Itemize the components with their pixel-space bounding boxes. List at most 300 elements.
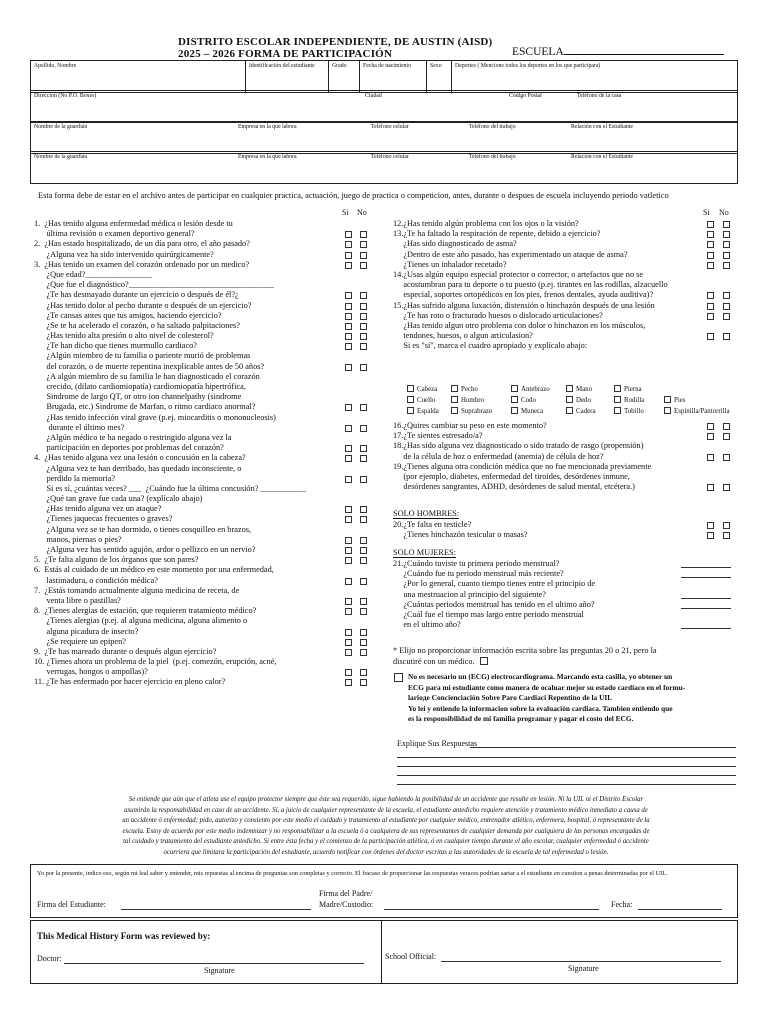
- right-row: [393, 301, 738, 311]
- right-question-text: 19.¿Tienes alguna otra condición médica que no fue mencionada previamente: [393, 461, 652, 471]
- body-part-option[interactable]: [451, 407, 492, 415]
- left-si-checkbox[interactable]: [345, 252, 352, 259]
- ecg-checkbox[interactable]: [394, 673, 403, 682]
- body-part-checkbox[interactable]: [451, 407, 458, 414]
- parent-signature-label-1: Firma del Padre/: [319, 889, 373, 898]
- right-row: [393, 482, 738, 492]
- right-question-text: de la célula de hoz o enfermedad (anemia) de célula de hoz?: [393, 451, 604, 461]
- ecg-line-3: larioде Concienciación Sobre Paro Cardiaci Repentino de la UIL: [408, 693, 613, 702]
- left-question-text: 6. Estás al cuidado de un médico en este momento por una enfermedad,: [34, 565, 274, 575]
- student-signature-line[interactable]: [121, 909, 311, 910]
- left-question-text: ¿Has tenido dolor al pecho durante o después de un ejercicio?: [34, 300, 252, 310]
- left-si-checkbox[interactable]: [345, 364, 352, 371]
- left-si-checkbox[interactable]: [345, 516, 352, 523]
- left-question-text: perdido la memoria?: [34, 473, 116, 483]
- left-question-text: ¿Se te ha acelerado el corazón, o ha saltado palpitaciones?: [34, 320, 240, 330]
- left-no-checkbox[interactable]: [360, 323, 367, 330]
- mujeres-row: [393, 579, 738, 589]
- ecg-line-5: es la responsibilidad de mi familia programar y pagar el costo del ECG.: [408, 714, 634, 723]
- left-row: [34, 321, 376, 331]
- body-part-option[interactable]: [664, 396, 686, 404]
- signature-box: [30, 864, 738, 918]
- school-official-label: School Official:: [385, 952, 437, 961]
- disclaimer-line-3: un accidente ó enfermedad; pido, autorizo y consiento por este medio el cuidado y tratamiento al estudiante por cualquier médico, entrenador atlético, enfermera, hospital, ó representante de la: [122, 817, 650, 824]
- right-row: [393, 290, 738, 300]
- left-row: [34, 270, 376, 280]
- body-part-option[interactable]: [511, 407, 543, 415]
- left-question-text: ¿Alguna vez ha sido intervenido quirúrgicamente?: [34, 249, 214, 259]
- right-question-text: 13.¿Te ha faltado la respiración de repente, debido a ejercicio?: [393, 229, 601, 239]
- left-row: [34, 413, 376, 423]
- right-no-checkbox[interactable]: [723, 484, 730, 491]
- left-si-checkbox[interactable]: [345, 303, 352, 310]
- left-row: [34, 514, 376, 524]
- right-row: [393, 219, 738, 229]
- body-part-label: Espinilla/Pantorrilla: [674, 408, 730, 415]
- right-row: [393, 311, 738, 321]
- left-no-checkbox[interactable]: [360, 649, 367, 656]
- hombres-no-checkbox[interactable]: [723, 532, 730, 539]
- body-part-checkbox[interactable]: [614, 385, 621, 392]
- right-si-checkbox[interactable]: [707, 333, 714, 340]
- left-si-checkbox[interactable]: [345, 323, 352, 330]
- right-no-checkbox[interactable]: [723, 292, 730, 299]
- right-si-checkbox[interactable]: [707, 221, 714, 228]
- escuela-label: ESCUELA: [512, 46, 564, 58]
- left-row: [34, 443, 376, 453]
- body-part-option[interactable]: [511, 385, 550, 393]
- guardian2-employer-field[interactable]: Empresa en la que labora: [235, 152, 368, 184]
- right-no-checkbox[interactable]: [723, 231, 730, 238]
- right-no-checkbox[interactable]: [723, 433, 730, 440]
- left-si-checkbox[interactable]: [345, 241, 352, 248]
- hombres-si-checkbox[interactable]: [707, 522, 714, 529]
- left-no-checkbox[interactable]: [360, 445, 367, 452]
- student-signature-label: Firma del Estudiante:: [37, 900, 106, 909]
- left-question-text: ¿Alguna vez has sentido agujón, ardor o pellizco en un nervio?: [34, 545, 256, 554]
- body-part-label: Mano: [576, 386, 593, 393]
- body-part-label: Hombro: [461, 397, 484, 404]
- left-row: [34, 433, 376, 443]
- parent-signature-line[interactable]: [384, 909, 599, 910]
- left-question-text: ¿Te cansas antes que tus amigos, haciendo ejercicio?: [34, 310, 222, 320]
- school-official-caption: Signature: [568, 964, 599, 973]
- right-row: [393, 331, 738, 341]
- left-question-text: ¿Algún médico te ha negado o restringido alguna vez la: [34, 432, 232, 442]
- left-row: [34, 382, 376, 392]
- left-row: [34, 647, 376, 657]
- ecg-note: [408, 672, 685, 725]
- left-no-checkbox[interactable]: [360, 252, 367, 259]
- left-question-text: 7. ¿Estás tomando actualmente alguna medicina de receta, de: [34, 585, 240, 595]
- right-question-text: Si es "sí", marca el cuadro apropiado y explícalo abajo:: [393, 341, 588, 351]
- body-part-checkbox[interactable]: [664, 407, 671, 414]
- right-si-checkbox[interactable]: [707, 231, 714, 238]
- hombres-question-text: ¿Tienes hinchazón tesicular o masas?: [393, 530, 528, 540]
- left-no-checkbox[interactable]: [360, 333, 367, 340]
- left-row: [34, 667, 376, 677]
- right-question-text: tendones, huesos, o algun articulasion?: [393, 331, 533, 341]
- left-row: [34, 494, 376, 504]
- address-field[interactable]: Dirección (No P.O. Boxes): [31, 91, 363, 123]
- right-no-checkbox[interactable]: [723, 423, 730, 430]
- left-no-checkbox[interactable]: [360, 557, 367, 564]
- body-part-option[interactable]: [614, 407, 644, 415]
- right-question-text: ¿Te has roto o fracturado huesos o dislocado articulaciones?: [393, 310, 603, 320]
- body-part-label: Cabeza: [417, 386, 438, 393]
- left-question-text: ¿Has tenido infección viral grave (p.ej. miocarditis o mononucleosis): [34, 412, 276, 422]
- body-part-option[interactable]: [566, 396, 591, 404]
- body-part-checkbox[interactable]: [511, 396, 518, 403]
- left-no-checkbox[interactable]: [360, 639, 367, 646]
- body-part-checkbox[interactable]: [566, 407, 573, 414]
- left-question-text: crecido, (dilato cardiomiopatía) cardiomiopatía hipertrófica,: [34, 382, 246, 391]
- body-part-option[interactable]: [566, 407, 596, 415]
- left-question-text: ¿Tienes alergias (p.ej. al alguna medicina, alguna alimento o: [34, 616, 248, 626]
- body-part-label: Espalda: [417, 408, 439, 415]
- body-part-checkbox[interactable]: [451, 396, 458, 403]
- intro-text: Esta forma debe de estar en el archivo antes de participar en cualquier practica, actuación, juego de practica o competicion, antes, durante o despues de escuela incluyendo periodo vatletico: [38, 191, 669, 200]
- escuela-field[interactable]: [512, 44, 724, 58]
- body-part-checkbox[interactable]: [664, 396, 671, 403]
- right-si-header: Si: [703, 208, 710, 217]
- guardian-work-phone-field[interactable]: Teléfono del trabajo: [466, 122, 568, 154]
- right-no-checkbox[interactable]: [723, 262, 730, 269]
- mujeres-row: [393, 600, 738, 610]
- left-no-checkbox[interactable]: [360, 313, 367, 320]
- hombres-row: [393, 520, 738, 530]
- mujeres-answer-line[interactable]: [681, 598, 731, 599]
- hombres-si-checkbox[interactable]: [707, 532, 714, 539]
- body-part-checkbox[interactable]: [511, 407, 518, 414]
- left-question-text: ¿Has tenido alguna vez un ataque?: [34, 504, 162, 514]
- left-question-text: alguna picadura de insecto?: [34, 626, 139, 636]
- guardian2-name-field[interactable]: Nombre de la guardián: [31, 152, 236, 184]
- guardian2-work-phone-field[interactable]: Teléfono del trabajo: [466, 152, 568, 184]
- left-row: [34, 657, 376, 667]
- left-si-checkbox[interactable]: [345, 404, 352, 411]
- elijo-checkbox[interactable]: [480, 657, 488, 665]
- left-no-checkbox[interactable]: [360, 537, 367, 544]
- left-row: [34, 555, 376, 565]
- body-part-checkbox[interactable]: [407, 407, 414, 414]
- left-no-checkbox[interactable]: [360, 608, 367, 615]
- left-si-checkbox[interactable]: [345, 476, 352, 483]
- guardian-employer-field[interactable]: Empresa en la que labora: [235, 122, 368, 154]
- left-si-checkbox[interactable]: [345, 262, 352, 269]
- left-row: [34, 311, 376, 321]
- left-si-checkbox[interactable]: [345, 578, 352, 585]
- left-no-checkbox[interactable]: [360, 669, 367, 676]
- right-si-checkbox[interactable]: [707, 252, 714, 259]
- guardian-cell-field[interactable]: Teléfono celular: [368, 122, 466, 154]
- left-no-header: No: [357, 208, 367, 217]
- elijo-note: [393, 645, 657, 667]
- left-question-text: ¿Alguna vez se te han dormido, o tienes cosquilleo en brazos,: [34, 524, 252, 534]
- date-line[interactable]: [638, 909, 722, 910]
- left-row: [34, 301, 376, 311]
- right-no-checkbox[interactable]: [723, 252, 730, 259]
- left-question-text: última revisión o examen deportivo general?: [34, 229, 195, 239]
- city-field[interactable]: Ciudad: [362, 91, 506, 123]
- right-no-checkbox[interactable]: [723, 241, 730, 248]
- mujeres-question-text: 21.¿Cuándo tuviste tu primera periodo menstrual?: [393, 559, 560, 568]
- body-part-label: Pierna: [624, 386, 642, 393]
- right-si-checkbox[interactable]: [707, 484, 714, 491]
- solo-mujeres-title: SOLO MUJERES:: [393, 548, 456, 557]
- right-question-text: ¿Tienes un inhalador recetado?: [393, 259, 507, 269]
- ecg-line-1: No es necesario un (ECG) electrocardiograma. Marcando esta casilla, yo obtener un: [408, 672, 673, 681]
- left-si-checkbox[interactable]: [345, 679, 352, 686]
- disclaimer-line-1: Se entiende que aún que el atleta use el equipo protector siempre que éste sea requerido, sigue habiendo la posibilidad de un accidente que resulte en lesión. Ni la UIL ni el Distrito Escolar: [128, 796, 644, 803]
- left-row: [34, 290, 376, 300]
- guardian-relation-field[interactable]: Relación con el Estudiante: [568, 122, 738, 154]
- left-question-text: participación en deportes por problemas del corazón?: [34, 443, 224, 453]
- left-question-text: Brugada, etc.) Sindrome de Marfan, o ritmo cardiaco anormal?: [34, 402, 256, 412]
- hombres-row: [393, 530, 738, 540]
- body-part-checkbox[interactable]: [614, 407, 621, 414]
- mujeres-row: [393, 569, 738, 579]
- left-no-checkbox[interactable]: [360, 303, 367, 310]
- parent-signature-label-2: Madre/Custodio:: [319, 900, 374, 909]
- explique-line-3[interactable]: [397, 766, 736, 767]
- mujeres-question-text: ¿Cuál fue el tiempo mas largo entre periodo menstrual: [393, 609, 584, 619]
- left-si-checkbox[interactable]: [345, 455, 352, 462]
- right-row: [393, 421, 738, 431]
- right-si-checkbox[interactable]: [707, 313, 714, 320]
- zip-field[interactable]: Código Postal: [506, 91, 574, 123]
- body-part-label: Rodilla: [624, 397, 645, 404]
- right-no-checkbox[interactable]: [723, 303, 730, 310]
- right-question-text: (por ejemplo, diabetes, enfermedad del tiroides, desórdenes inmune,: [393, 471, 630, 481]
- left-si-checkbox[interactable]: [345, 231, 352, 238]
- left-row: [34, 453, 376, 463]
- body-part-option[interactable]: [407, 396, 435, 404]
- guardian-name-field[interactable]: Nombre de la guardián: [31, 122, 236, 154]
- left-si-checkbox[interactable]: [345, 649, 352, 656]
- left-question-text: ¿Tienes jaquecas frecuentes o graves?: [34, 514, 173, 524]
- left-question-column: [34, 219, 376, 688]
- mujeres-answer-line[interactable]: [681, 628, 731, 629]
- address-table: [30, 90, 738, 123]
- explique-line-2[interactable]: [397, 757, 736, 758]
- home-phone-field[interactable]: Teléfono de la casa: [574, 91, 738, 123]
- left-si-checkbox[interactable]: [345, 639, 352, 646]
- left-si-checkbox[interactable]: [345, 557, 352, 564]
- student-id-field[interactable]: Identificación del estudiante: [246, 61, 329, 93]
- mujeres-answer-line[interactable]: [681, 608, 731, 609]
- liability-disclaimer: [36, 795, 736, 858]
- grade-field[interactable]: Grado: [329, 61, 360, 93]
- left-si-checkbox[interactable]: [345, 333, 352, 340]
- left-question-text: 11. ¿Te has enfermado por hacer ejercicio en pleno calor?: [34, 677, 226, 687]
- left-question-text: venta libre o pastillas?: [34, 595, 121, 605]
- solo-mujeres-questions: [393, 559, 738, 630]
- left-si-checkbox[interactable]: [345, 445, 352, 452]
- explique-line-5[interactable]: [397, 784, 736, 785]
- body-part-checkbox[interactable]: [451, 385, 458, 392]
- right-row: [393, 270, 738, 280]
- disclaimer-line-2: asumirán la responsabilidad en caso de un accidente. Sí, a juicio de cualquier representante de la escuela, el estudiante antedicho requiere atención y tratamiento médico inmediato a causa de: [124, 806, 648, 814]
- elijo-line-2: discutiré con un médico.: [393, 657, 475, 666]
- right-no-checkbox[interactable]: [723, 454, 730, 461]
- left-row: [34, 565, 376, 575]
- left-row: [34, 576, 376, 586]
- left-question-text: 10. ¿Tienes ahora un problema de la piel (p.ej. comezón, erupción, acné,: [34, 657, 277, 667]
- guardian-table-2: [30, 151, 738, 184]
- left-si-checkbox[interactable]: [345, 537, 352, 544]
- body-part-option[interactable]: [614, 396, 644, 404]
- left-no-checkbox[interactable]: [360, 262, 367, 269]
- left-question-text: Sindrome de largo QT, or otro ion channelpathy (sindrome: [34, 392, 242, 402]
- right-question-text: ¿Has tenido algun otro problema con dolor o hinchazon en los músculos,: [393, 320, 646, 330]
- left-no-checkbox[interactable]: [360, 404, 367, 411]
- left-si-checkbox[interactable]: [345, 506, 352, 513]
- mujeres-answer-line[interactable]: [681, 567, 731, 568]
- right-question-text: especial, soportes ortopédicos en los pies, frenos dentales, ayuda auditiva)?: [393, 290, 654, 300]
- left-no-checkbox[interactable]: [360, 547, 367, 554]
- body-part-option[interactable]: [664, 407, 730, 415]
- right-no-checkbox[interactable]: [723, 333, 730, 340]
- body-part-checkbox[interactable]: [566, 396, 573, 403]
- left-row: [34, 484, 376, 494]
- right-row: [393, 462, 738, 472]
- guardian2-cell-field[interactable]: Teléfono celular: [368, 152, 466, 184]
- right-question-column-b: [393, 421, 738, 492]
- right-si-checkbox[interactable]: [707, 303, 714, 310]
- left-question-text: 1. ¿Has tenido alguna enfermedad médica o lesión desde tu: [34, 219, 233, 228]
- body-part-option[interactable]: [407, 385, 437, 393]
- left-no-checkbox[interactable]: [360, 476, 367, 483]
- left-no-checkbox[interactable]: [360, 578, 367, 585]
- school-official-line[interactable]: [441, 961, 721, 962]
- doctor-signature-line[interactable]: [64, 963, 364, 964]
- right-si-checkbox[interactable]: [707, 433, 714, 440]
- left-row: [34, 525, 376, 535]
- left-row: [34, 616, 376, 626]
- mujeres-answer-line[interactable]: [681, 577, 731, 578]
- left-no-checkbox[interactable]: [360, 343, 367, 350]
- body-part-label: Tobillo: [624, 408, 644, 415]
- left-question-text: Si es sí, ¿cuántas veces? ___ ¿Cuándo fue la última concusión? ___________: [34, 483, 307, 493]
- body-part-option[interactable]: [566, 385, 592, 393]
- body-part-checkbox[interactable]: [614, 396, 621, 403]
- right-si-checkbox[interactable]: [707, 423, 714, 430]
- left-no-checkbox[interactable]: [360, 455, 367, 462]
- left-si-checkbox[interactable]: [345, 343, 352, 350]
- left-no-checkbox[interactable]: [360, 425, 367, 432]
- left-si-checkbox[interactable]: [345, 669, 352, 676]
- left-question-text: ¿Que fue el diagnóstico?___________________________________: [34, 280, 274, 290]
- body-part-checkbox[interactable]: [407, 396, 414, 403]
- right-question-text: ¿Has sido diagnosticado de asma?: [393, 239, 517, 249]
- ecg-line-4: Yo lei y entiendo la informacion sobre la evaluación cardiaca. Tambien entiendo que: [408, 703, 673, 713]
- right-row: [393, 441, 738, 451]
- right-si-checkbox[interactable]: [707, 292, 714, 299]
- left-question-text: ¿Se requiere un epipen?: [34, 636, 126, 646]
- left-si-checkbox[interactable]: [345, 292, 352, 299]
- explique-line-1[interactable]: [470, 747, 736, 748]
- right-row: [393, 341, 738, 351]
- left-no-checkbox[interactable]: [360, 292, 367, 299]
- solo-hombres-questions: [393, 520, 738, 540]
- left-si-checkbox[interactable]: [345, 598, 352, 605]
- right-no-checkbox[interactable]: [723, 221, 730, 228]
- sports-field[interactable]: Deportes ( Mencione todos los deportes en los que participara): [452, 61, 738, 93]
- mujeres-row: [393, 620, 738, 630]
- mujeres-question-text: ¿Por lo general, cuanto tiempo tienes entre el principio de: [393, 579, 596, 589]
- mujeres-row: [393, 610, 738, 620]
- left-row: [34, 464, 376, 474]
- body-part-checkbox[interactable]: [407, 385, 414, 392]
- left-si-checkbox[interactable]: [345, 608, 352, 615]
- left-no-checkbox[interactable]: [360, 506, 367, 513]
- left-row: [34, 627, 376, 637]
- left-no-checkbox[interactable]: [360, 598, 367, 605]
- left-row: [34, 637, 376, 647]
- hombres-no-checkbox[interactable]: [723, 522, 730, 529]
- right-no-checkbox[interactable]: [723, 313, 730, 320]
- left-si-checkbox[interactable]: [345, 547, 352, 554]
- guardian-table-1: [30, 121, 738, 154]
- left-no-checkbox[interactable]: [360, 231, 367, 238]
- left-question-text: ¿Te has desmayado durante un ejercicio o después de él?¿: [34, 290, 239, 300]
- name-field[interactable]: Apellido, Nombre: [31, 61, 246, 93]
- body-part-option[interactable]: [511, 396, 536, 404]
- right-row: [393, 280, 738, 290]
- sex-field[interactable]: Sexo: [427, 61, 452, 93]
- left-question-text: ¿Que edad?________________: [34, 269, 152, 279]
- right-row: [393, 250, 738, 260]
- body-part-option[interactable]: [614, 385, 642, 393]
- left-no-checkbox[interactable]: [360, 364, 367, 371]
- left-row: [34, 351, 376, 361]
- right-si-checkbox[interactable]: [707, 262, 714, 269]
- left-row: [34, 586, 376, 596]
- guardian2-relation-field[interactable]: Relación con el Estudiante: [568, 152, 738, 184]
- left-si-checkbox[interactable]: [345, 629, 352, 636]
- left-no-checkbox[interactable]: [360, 629, 367, 636]
- left-row: [34, 596, 376, 606]
- left-no-checkbox[interactable]: [360, 679, 367, 686]
- birthdate-field[interactable]: Fecha de nacimiento: [360, 61, 427, 93]
- doctor-signature-caption: Signature: [204, 966, 235, 975]
- left-question-text: lastimadura, o condición médica?: [34, 575, 158, 585]
- body-part-option[interactable]: [407, 407, 439, 415]
- right-row: [393, 431, 738, 441]
- mujeres-question-text: ¿Cuándo fue tu periodo menstrual más reciente?: [393, 569, 564, 579]
- left-si-checkbox[interactable]: [345, 425, 352, 432]
- body-part-option[interactable]: [451, 396, 484, 404]
- review-box: [30, 920, 738, 984]
- right-question-text: 14.¿Usas algún equipo especial protector o corrector, o artefactos que no se: [393, 269, 644, 279]
- left-no-checkbox[interactable]: [360, 241, 367, 248]
- body-part-checkbox[interactable]: [566, 385, 573, 392]
- right-si-checkbox[interactable]: [707, 241, 714, 248]
- left-question-text: 8. ¿Tienes alergias de estación, que requieren tratamiento médico?: [34, 606, 257, 616]
- left-si-header: Si: [342, 208, 349, 217]
- escuela-line: [564, 44, 724, 55]
- solo-hombres-title: SOLO HOMBRES:: [393, 509, 460, 518]
- right-si-checkbox[interactable]: [707, 454, 714, 461]
- body-part-checkbox[interactable]: [511, 385, 518, 392]
- explique-line-4[interactable]: [397, 775, 736, 776]
- body-part-option[interactable]: [451, 385, 478, 393]
- right-row: [393, 321, 738, 331]
- left-no-checkbox[interactable]: [360, 516, 367, 523]
- left-si-checkbox[interactable]: [345, 313, 352, 320]
- right-question-text: 12.¿Has tenido algún problema con los ojos o la visión?: [393, 219, 579, 228]
